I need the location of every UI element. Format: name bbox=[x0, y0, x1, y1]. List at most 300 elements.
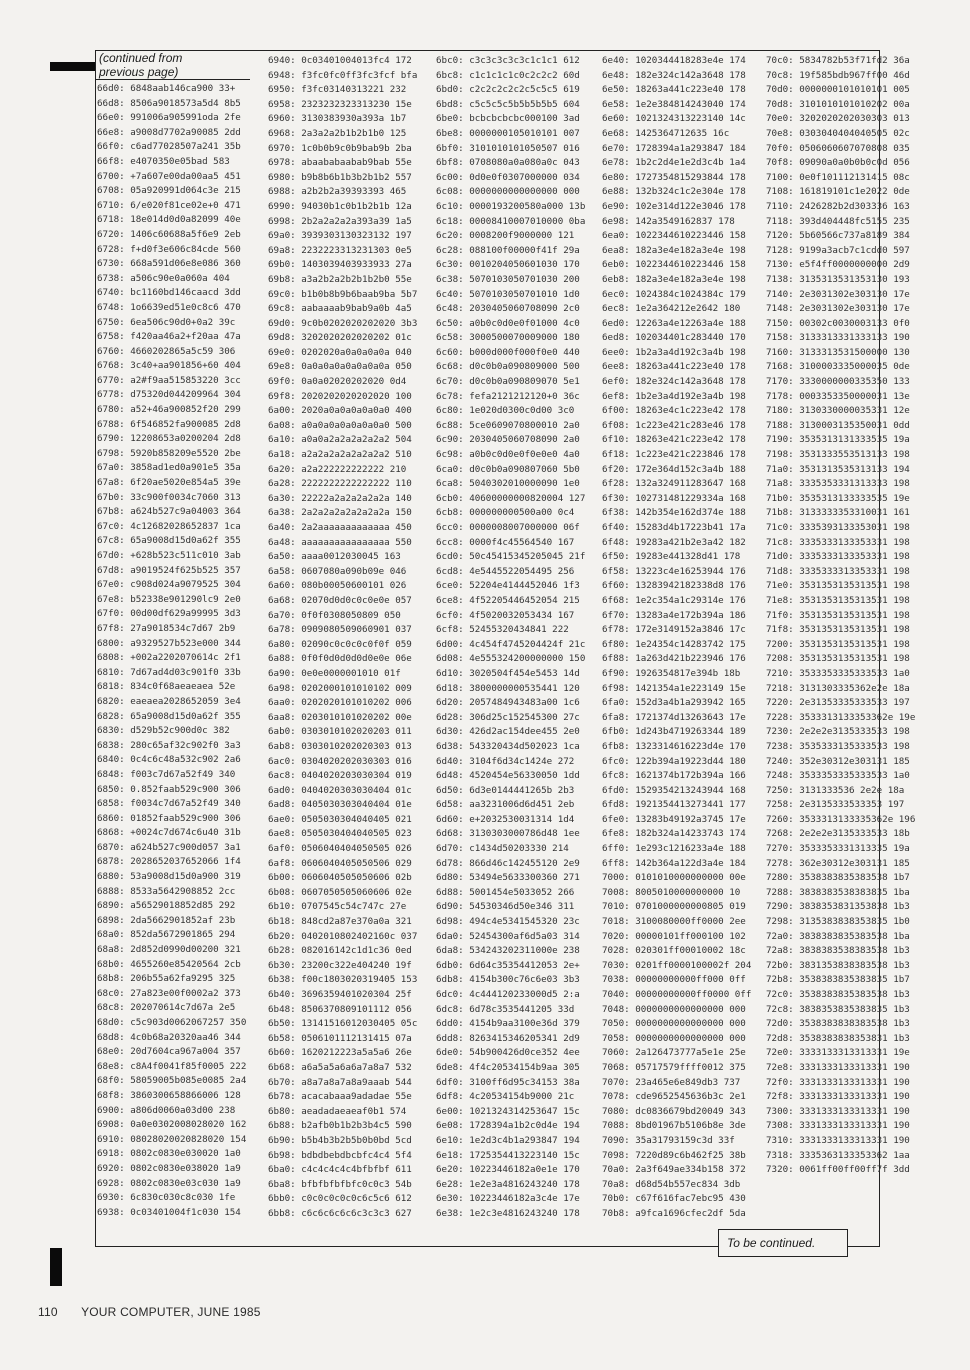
hex-line: 70c0: 5834782b53f71fd2 36a bbox=[766, 55, 910, 66]
hex-line: 6eb0: 1022344610223446 158 bbox=[602, 259, 746, 271]
hex-line: 6760: 4660202865a5c59 306 bbox=[97, 345, 236, 357]
hex-line: 6f50: 19283e441328d41 178 bbox=[602, 551, 741, 563]
hex-line: 7080: dc0836679bd20049 343 bbox=[602, 1105, 746, 1117]
hex-line: 6e08: 1728394a1b2c0d4e 194 bbox=[436, 1120, 580, 1132]
hex-line: 6e80: 1727354815293844 178 bbox=[602, 171, 746, 183]
hex-line: 6cb0: 40600000000820004 127 bbox=[436, 492, 586, 504]
hex-line: 66e0: 991006a905991oda 2fe bbox=[97, 112, 241, 124]
hex-line: 6a48: aaaaaaaaaaaaaaaa 550 bbox=[268, 536, 412, 548]
to-be-continued-box bbox=[718, 1229, 848, 1257]
hex-line: 6c78: fefa2121212120+0 36c bbox=[436, 390, 580, 402]
hex-line: 70c8: 19f585bdb967ff00 46d bbox=[766, 69, 910, 81]
hex-line: 6b80: aeadadaeaeaf0b1 574 bbox=[268, 1105, 407, 1117]
hex-line: 6780: a52+46a900852f20 299 bbox=[97, 404, 241, 416]
hex-line: 6b98: bdbdbebdbcbfc4c4 5f4 bbox=[268, 1149, 412, 1161]
hex-line: 68d0: c5c903d0062067257 350 bbox=[97, 1017, 247, 1028]
hex-line: 6778: d75320d044209964 304 bbox=[97, 389, 241, 401]
hex-line: 7220: 2e31353335333533 197 bbox=[766, 697, 910, 709]
hex-line: 6bc8: c1c1c1c1c0c2c2c2 60d bbox=[436, 69, 580, 81]
hex-line: 68b8: 206b55a62fa9295 325 bbox=[97, 973, 236, 985]
hex-line: 69a0: 3939303130323132 197 bbox=[268, 230, 412, 242]
hex-line: 6e38: 1e2c3e4816243240 178 bbox=[436, 1207, 580, 1219]
hex-line: 7088: 8bd01967b5106b8e 3de bbox=[602, 1120, 746, 1132]
hex-line: 6f70: 13283a4e172b394a 186 bbox=[602, 609, 746, 621]
publication-line: YOUR COMPUTER, JUNE 1985 bbox=[81, 1305, 261, 1319]
hex-line: 7010: 0701000000000805 019 bbox=[602, 901, 746, 913]
hex-line: 6ce0: 52204e4144452046 1f3 bbox=[436, 580, 580, 592]
hex-line: 7058: 0000000000000000 000 bbox=[602, 1032, 746, 1044]
hex-line: 6c10: 0000193200580a000 13b bbox=[436, 200, 586, 212]
hex-line: 6bf0: 3101010101050507 016 bbox=[436, 142, 580, 154]
hex-line: 7020: 00000101ff000100 102 bbox=[602, 930, 746, 942]
hex-line: 6d90: 54530346d50e346 311 bbox=[436, 901, 575, 913]
hex-line: 6a60: 080b00050600101 026 bbox=[268, 580, 407, 592]
hex-line: 6f40: 15283d4b17223b41 17a bbox=[602, 522, 746, 533]
hex-line: 7310: 3331333133313331 190 bbox=[766, 1134, 910, 1146]
hex-line: 6748: 1o6639ed51e0c8c6 470 bbox=[97, 301, 241, 313]
hex-line: 7000: 0101010000000000 00e bbox=[602, 872, 746, 884]
hex-line: 7268: 2e2e2e3135333533 18b bbox=[766, 828, 910, 840]
hex-line: 6c60: b000d000f000f0e0 440 bbox=[436, 346, 580, 358]
hex-line: 6d30: 426d2ac154dee455 2e0 bbox=[436, 726, 580, 738]
hex-line: 6fa0: 152d3a4b1a293942 165 bbox=[602, 697, 746, 709]
hex-line: 6be8: 0000000105010101 007 bbox=[436, 127, 580, 139]
decorative-side-bar bbox=[50, 1248, 62, 1286]
hex-line: 6738: a506c90e0a060a 404 bbox=[97, 272, 230, 284]
hex-line: 6ab0: 0303010102020203 011 bbox=[268, 726, 412, 738]
hex-line: 70e0: 3202020202030303 013 bbox=[766, 113, 910, 125]
hex-line: 6af0: 0506040404050505 026 bbox=[268, 843, 412, 855]
hex-line: 6808: +002a2202070614c 2f1 bbox=[97, 652, 241, 664]
hex-line: 6f80: 1e24354c14283742 175 bbox=[602, 638, 746, 650]
hex-line: 7240: 352e30312e303131 185 bbox=[766, 755, 910, 767]
hex-line: 6a68: 02070d0d0c0c0e0e 057 bbox=[268, 594, 412, 606]
hex-line: 6ae8: 0505030404040505 023 bbox=[268, 828, 412, 840]
hex-line: 6e90: 102e314d122e3046 178 bbox=[602, 200, 746, 212]
hex-line: 71c0: 3335393133353031 198 bbox=[766, 522, 910, 533]
hex-line: 7278: 362e30312e303131 185 bbox=[766, 857, 910, 869]
hex-line: 6700: +7a607e00da00aa5 451 bbox=[97, 170, 241, 182]
hex-line: 6bb0: c0c0c0c0c0c6c5c6 612 bbox=[268, 1193, 412, 1205]
hex-line: 6838: 280c65af32c902f0 3a3 bbox=[97, 739, 241, 751]
hex-line: 6890: a56529018852d85 292 bbox=[97, 900, 236, 912]
hex-line: 7218: 3131303335362e2e 18a bbox=[766, 682, 910, 694]
hex-line: 70a0: 2a3f649ae334b158 372 bbox=[602, 1164, 746, 1176]
hex-line: 6e98: 142a3549162837 178 bbox=[602, 215, 735, 227]
hex-line: 6a10: a0a0a2a2a2a2a2a2 504 bbox=[268, 434, 412, 446]
hex-line: 6958: 2323232323313230 15e bbox=[268, 98, 412, 110]
hex-line: 71d0: 3335333133353331 198 bbox=[766, 551, 910, 563]
hex-line: 7320: 0061ff00ff00ff7f 3dd bbox=[766, 1164, 910, 1176]
hex-line: 6d08: 4e555324200000000 150 bbox=[436, 653, 586, 665]
hex-line: 72a0: 3838383835383538 1ba bbox=[766, 930, 910, 942]
hex-line: 72d8: 3538383838353831 1b3 bbox=[766, 1032, 910, 1044]
hex-line: 7130: e5f4ff0000000000 2d9 bbox=[766, 259, 910, 271]
hex-line: 71f8: 3531353135313531 198 bbox=[766, 624, 910, 636]
hex-line: 6d80: 53494e5633300360 271 bbox=[436, 872, 580, 884]
hex-line: 6dd8: 8263415346205341 2d9 bbox=[436, 1032, 580, 1044]
hex-line: 7008: 8005010000000000 10 bbox=[602, 886, 741, 898]
hex-line: 67a8: 6f20ae5020e854a5 39e bbox=[97, 477, 241, 489]
hex-line: 6ea0: 1022344610223446 158 bbox=[602, 230, 746, 242]
hex-line: 66f0: c6ad77028507a241 35b bbox=[97, 141, 241, 153]
continued-note-rule bbox=[95, 79, 250, 80]
hex-line: 70b0: c67f616fac7ebc95 430 bbox=[602, 1193, 746, 1205]
hex-line: 6aa8: 0203010101020202 00e bbox=[268, 711, 412, 723]
hex-line: 6b48: 8506370809101112 056 bbox=[268, 1003, 412, 1015]
hex-line: 7318: 3335363133353362 1aa bbox=[766, 1149, 910, 1161]
hex-line: 6f90: 1926354817e394b 18b bbox=[602, 667, 741, 679]
hex-line: 6c80: 1e020d0300c0d00 3c0 bbox=[436, 405, 575, 417]
hex-line: 7108: 161819101c1e2022 0de bbox=[766, 186, 910, 198]
hex-line: 6970: 1c0b0b9c0b9bab9b 2ba bbox=[268, 142, 412, 154]
hex-line: 69c0: b1b0b8b9b6baab9ba 5b7 bbox=[268, 288, 418, 300]
hex-line: 7190: 3535313131333535 19a bbox=[766, 434, 910, 446]
hex-line: 6d68: 3130303000786d48 1ee bbox=[436, 828, 580, 840]
hex-line: 6850: 0.852faab529c900 306 bbox=[97, 783, 241, 795]
hex-line: 72e0: 3333133313313331 19e bbox=[766, 1047, 910, 1059]
hex-line: 7300: 3331333133313331 190 bbox=[766, 1105, 910, 1117]
hex-line: 6f60: 13283942182338d8 176 bbox=[602, 580, 746, 592]
hex-line: 6ba8: bfbfbfbfbfc0c0c3 54b bbox=[268, 1178, 412, 1190]
hex-line: 6fa8: 1721374d13263643 17e bbox=[602, 711, 746, 723]
hex-line: 7070: 23a465e6e849db3 737 bbox=[602, 1076, 741, 1088]
hex-line: 7120: 5b60566c737a8189 384 bbox=[766, 230, 910, 242]
hex-line: 6b10: 0707545c54c747c 27e bbox=[268, 901, 407, 913]
hex-line: 6bf8: 0708080a0a080a0c 043 bbox=[436, 157, 580, 169]
hex-line: 6ef0: 182e324c142a3648 178 bbox=[602, 376, 746, 388]
hex-line: 72c0: 3538383835383538 1b3 bbox=[766, 989, 910, 1000]
hex-line: 6e10: 1e2d3c4b1a293847 194 bbox=[436, 1134, 580, 1146]
hex-line: 6eb8: 182a3e4e182a3e4e 198 bbox=[602, 273, 746, 285]
hex-line: 6aa0: 0202020101010202 006 bbox=[268, 697, 412, 709]
hex-line: 6968: 2a3a2a2b1b2b1b0 125 bbox=[268, 127, 407, 139]
hex-line: 7308: 3331333133313331 190 bbox=[766, 1120, 910, 1132]
hex-line: 7078: cde9652545636b3c 2e1 bbox=[602, 1091, 746, 1103]
hex-line: 6e60: 1021324313223140 14c bbox=[602, 113, 746, 125]
hex-line: 7140: 2e3031302e303130 17e bbox=[766, 288, 910, 300]
hex-line: 7040: 00000000000ff0000 0ff bbox=[602, 989, 752, 1000]
hex-line: 7150: 00302c0030003133 0f0 bbox=[766, 317, 910, 329]
hex-line: 72d0: 3538383838383538 1b3 bbox=[766, 1018, 910, 1030]
hex-line: 6db0: 6d64c35354412053 2e+ bbox=[436, 959, 580, 971]
hex-line: 6c40: 5070103050701010 1d0 bbox=[436, 288, 580, 300]
hex-line: 69a8: 2232223313231303 0e5 bbox=[268, 244, 412, 256]
hex-line: 6d20: 2057484943483a00 1c6 bbox=[436, 697, 580, 709]
hex-line: 6b40: 3696359401020304 25f bbox=[268, 989, 412, 1000]
hex-line: 6900: a806d0060a03d00 238 bbox=[97, 1104, 236, 1116]
hex-line: 7230: 2e2e2e3135333533 198 bbox=[766, 726, 910, 738]
hex-line: 6a50: aaaa0012030045 163 bbox=[268, 551, 401, 563]
hex-line: 6e68: 1425364712635 16c bbox=[602, 127, 730, 139]
hex-line: 6b28: 082016142c1d1c36 0ed bbox=[268, 945, 412, 957]
hex-line: 69e0: 0202020a0a0a0a0a 040 bbox=[268, 346, 412, 358]
hex-line: 67a0: 3858ad1ed0a901e5 35a bbox=[97, 462, 241, 474]
hex-line: 6cd8: 4e5445522054495 256 bbox=[436, 565, 575, 577]
to-be-continued-text: To be continued. bbox=[727, 1236, 816, 1250]
hex-line: 7110: 2426282b2d303336 163 bbox=[766, 200, 910, 212]
hex-line: 71b0: 3535313133333535 19e bbox=[766, 492, 910, 504]
hex-line: 6e78: 1b2c2d4e1e2d3c4b 1a4 bbox=[602, 157, 746, 169]
hex-line: 69d0: 9c0b0202020202020 3b3 bbox=[268, 317, 418, 329]
hex-line: 6940: 0c03401004013fc4 172 bbox=[268, 55, 412, 66]
hex-line: 6860: 01852faab529c900 306 bbox=[97, 812, 241, 824]
hex-line: 72b8: 3538383835383835 1b7 bbox=[766, 974, 910, 986]
hex-line: 6888: 8533a5642908852 2cc bbox=[97, 885, 236, 897]
hex-line: 7170: 3330000000335350 133 bbox=[766, 376, 910, 388]
hex-line: 6ce8: 4f52205446452054 215 bbox=[436, 594, 580, 606]
hex-line: 70f0: 0506060607070808 035 bbox=[766, 142, 910, 154]
hex-line: 7128: 9199a3acb7c1cdd0 597 bbox=[766, 244, 910, 256]
hex-line: 6f48: 19283a421b2e3a42 182 bbox=[602, 536, 746, 548]
hex-line: 7038: 00000000000ff000 0ff bbox=[602, 974, 746, 986]
hex-line: 6fb8: 1323314616223d4e 170 bbox=[602, 740, 746, 752]
page-number: 110 bbox=[38, 1305, 58, 1319]
hex-line: 67d0: +628b523c511c010 3ab bbox=[97, 550, 241, 561]
hex-line: 7050: 0000000000000000 000 bbox=[602, 1018, 746, 1030]
hex-column-1 bbox=[97, 82, 246, 1220]
hex-line: 68d8: 4c0b68a20320aa46 344 bbox=[97, 1031, 241, 1043]
hex-line: 6bb8: c6c6c6c6c6c3c3c3 627 bbox=[268, 1207, 412, 1219]
hex-line: 6b58: 0506101112131415 07a bbox=[268, 1032, 412, 1044]
hex-line: 7290: 3838353831353838 1b3 bbox=[766, 901, 910, 913]
hex-line: 7270: 3533353331313335 19a bbox=[766, 843, 910, 855]
hex-line: 72b0: 3831353838383538 1b3 bbox=[766, 959, 910, 971]
hex-line: 6720: 1406c60688a5f6e9 2eb bbox=[97, 228, 241, 240]
hex-line: 6f78: 172e3149152a3846 17c bbox=[602, 624, 746, 636]
hex-line: 72c8: 3838353835383835 1b3 bbox=[766, 1003, 910, 1015]
hex-line: 6e40: 1020344418283e4e 174 bbox=[602, 55, 746, 66]
hex-line: 6ca0: d0c0b0a090807060 5b0 bbox=[436, 463, 580, 475]
hex-line: 7060: 2a126473777a5e1e 25e bbox=[602, 1047, 746, 1059]
hex-line: 6ca8: 5040302010000090 1e0 bbox=[436, 478, 580, 490]
hex-line: 72f0: 3331333133313331 190 bbox=[766, 1076, 910, 1088]
hex-line: 6a58: 0607080a090b09e 046 bbox=[268, 565, 407, 577]
hex-line: 6880: 53a9008d15d0a900 319 bbox=[97, 871, 241, 883]
hex-line: 6fd0: 1529354213243944 168 bbox=[602, 784, 746, 796]
hex-line: 6af8: 0606040405050506 029 bbox=[268, 857, 412, 869]
continued-from-note bbox=[95, 50, 250, 80]
hex-line: 7090: 35a31793159c3d 33f bbox=[602, 1134, 735, 1146]
hex-line: 6768: 3c40+aa901856+60 404 bbox=[97, 360, 241, 372]
hex-line: 6c88: 5ce0609070800010 2a0 bbox=[436, 419, 580, 431]
hex-line: 6960: 3130383930a393a 1b7 bbox=[268, 113, 407, 125]
hex-line: 6a28: 2222222222222222 110 bbox=[268, 478, 412, 490]
hex-line: 6d48: 4520454e56330050 1dd bbox=[436, 770, 580, 782]
hex-line: 67c0: 4c12682028652837 1ca bbox=[97, 520, 241, 532]
hex-line: 6d28: 306d25c152545300 27c bbox=[436, 711, 580, 723]
hex-line: 6770: a2#f9aa515853220 3cc bbox=[97, 374, 241, 386]
hex-line: 6a80: 02090c0c0c0c0f0f 059 bbox=[268, 638, 412, 650]
hex-line: 68f8: 3860300658866006 128 bbox=[97, 1089, 241, 1101]
hex-line: 6e70: 1728394a1a293847 184 bbox=[602, 142, 746, 154]
hex-line: 6f18: 1c223e421c223846 178 bbox=[602, 449, 746, 461]
hex-line: 6a30: 22222a2a2a2a2a2a 140 bbox=[268, 492, 412, 504]
hex-line: 6fe0: 13283b49192a3745 17e bbox=[602, 813, 746, 825]
hex-line: 69d8: 3202020202020202 01c bbox=[268, 332, 412, 344]
hex-line: 6a38: 2a2a2a2a2a2a2a2a 150 bbox=[268, 507, 412, 519]
hex-line: 70e8: 0303040404040505 02c bbox=[766, 127, 910, 139]
hex-line: 66d0: 6848aab146ca900 33+ bbox=[97, 83, 236, 94]
hex-line: 67b8: a624b527c9a04003 364 bbox=[97, 506, 241, 518]
hex-line: 7238: 3535333135333533 198 bbox=[766, 740, 910, 752]
hex-line: 6df0: 3100ff6d95c34153 38a bbox=[436, 1076, 580, 1088]
hex-line: 71b8: 3133333353310031 161 bbox=[766, 507, 910, 519]
hex-line: 6de0: 54b900426d0ce352 4ee bbox=[436, 1047, 580, 1059]
hex-line: 6980: b9b8b6b1b3b2b1b2 557 bbox=[268, 171, 412, 183]
hex-line: 6ef8: 1b2e3a4d192e3a4b 198 bbox=[602, 390, 746, 402]
hex-line: 7118: 393d404448fc5155 235 bbox=[766, 215, 910, 227]
hex-line: 6c20: 0008200f9000000 121 bbox=[436, 230, 575, 242]
hex-line: 7160: 3133313531500000 130 bbox=[766, 346, 910, 358]
hex-line: 69e8: 0a0a0a0a0a0a0a0a 050 bbox=[268, 361, 412, 373]
hex-line: 6790: 12208653a0200204 2d8 bbox=[97, 433, 241, 445]
hex-line: 6df8: 4c20534154b9000 21c bbox=[436, 1091, 575, 1103]
hex-line: 67b0: 33c900f0034c7060 313 bbox=[97, 491, 241, 503]
hex-line: 67f0: 00d00df629a99995 3d3 bbox=[97, 608, 241, 620]
hex-line: 6ab8: 0303010202020303 013 bbox=[268, 740, 412, 752]
hex-line: 6788: 6f546852fa900085 2d8 bbox=[97, 418, 241, 430]
hex-line: 6ad0: 0404020303030404 01c bbox=[268, 784, 412, 796]
hex-line: 6c50: a0b0c0d0e0f01000 4c0 bbox=[436, 317, 580, 329]
hex-line: 6d70: c1434d50203330 214 bbox=[436, 843, 569, 855]
hex-line: 6cb8: 000000000500a00 0c4 bbox=[436, 507, 575, 519]
hex-line: 6fc0: 122b394a19223d44 180 bbox=[602, 755, 746, 767]
continued-from-text: (continued from previous page) bbox=[99, 51, 183, 79]
hex-line: 6cc8: 0000f4c45564540 167 bbox=[436, 536, 575, 548]
hex-line: 6bc0: c3c3c3c3c3c1c1c1 612 bbox=[436, 55, 580, 66]
hex-line: 6848: f003c7d67a52f49 340 bbox=[97, 768, 236, 780]
hex-line: 6d18: 3800000000535441 120 bbox=[436, 682, 580, 694]
hex-line: 6e50: 18263a441c223e40 178 bbox=[602, 84, 746, 96]
hex-line: 69f0: 0a0a02020202020 0d4 bbox=[268, 376, 407, 388]
hex-line: 6ff8: 142b364a122d3a4e 184 bbox=[602, 857, 746, 869]
hex-line: 7068: 05717579ffff0012 375 bbox=[602, 1061, 746, 1073]
hex-line: 6fd8: 1921354413273441 177 bbox=[602, 799, 746, 811]
hex-line: 7188: 3130003135350031 0dd bbox=[766, 419, 910, 431]
hex-line: 6c90: 2030405060708090 2a0 bbox=[436, 434, 580, 446]
hex-line: 6ea8: 182a3e4e182a3e4e 198 bbox=[602, 244, 746, 256]
hex-line: 7258: 2e3135333533353 197 bbox=[766, 799, 905, 811]
hex-line: 6730: 668a591d06e8e086 360 bbox=[97, 258, 241, 270]
hex-line: 6c08: 0000000000000000 000 bbox=[436, 186, 580, 198]
hex-line: 70f8: 09090a0a0b0b0c0d 056 bbox=[766, 157, 910, 169]
hex-line: 68a8: 2d852d0990d00200 321 bbox=[97, 944, 241, 956]
hex-line: 6818: 834c0f68aeaeaea 52e bbox=[97, 681, 236, 693]
hex-line: 6a98: 0202000101010102 009 bbox=[268, 682, 412, 694]
hex-line: 67d8: a9019524f625b525 357 bbox=[97, 564, 241, 576]
hex-line: 70b8: a9fca1696cfec2df 5da bbox=[602, 1207, 746, 1219]
hex-line: 6870: a624b527c900d057 3a1 bbox=[97, 841, 241, 853]
hex-line: 6a90: 0e0e0000001010 01f bbox=[268, 667, 401, 679]
hex-line: 6918: 0802c0830e030020 1a0 bbox=[97, 1148, 241, 1160]
hex-line: 67f8: 27a9018534c7d67 2b9 bbox=[97, 622, 236, 634]
hex-line: 6c48: 2030405060708090 2c0 bbox=[436, 303, 580, 315]
hex-line: 6a18: a2a2a2a2a2a2a2a2 510 bbox=[268, 449, 412, 461]
hex-line: 6de8: 4f4c20534154b9aa 305 bbox=[436, 1061, 580, 1073]
hex-line: 6a70: 0f0f0308050809 050 bbox=[268, 609, 401, 621]
hex-line: 6f20: 172e364d152c3a4b 188 bbox=[602, 463, 746, 475]
hex-line: 6f38: 142b354e162d374e 188 bbox=[602, 507, 746, 519]
hex-line: 6c18: 00008410007010000 0ba bbox=[436, 215, 586, 227]
hex-line: 6728: f+d0f3e606c84cde 560 bbox=[97, 243, 241, 255]
hex-line: 6d78: 866d46c142455120 2e9 bbox=[436, 857, 580, 869]
hex-line: 6ee0: 1b2a3a4d192c3a4b 198 bbox=[602, 346, 746, 358]
hex-line: 6cf0: 4f5020032053434 167 bbox=[436, 609, 575, 621]
hex-line: 6b90: b5b4b3b2b5b0b0bd 5cd bbox=[268, 1134, 412, 1146]
hex-line: 7018: 3100080000ff0000 2ee bbox=[602, 916, 746, 928]
hex-line: 6da0: 52454300af6d5a03 314 bbox=[436, 930, 580, 942]
hex-line: 71e0: 3531353135313531 198 bbox=[766, 580, 910, 592]
hex-line: 68b0: 4655260e85420564 2cb bbox=[97, 958, 241, 970]
hex-line: 70d8: 3101010101010202 00a bbox=[766, 98, 910, 110]
hex-line: 7248: 3533353335333533 1a0 bbox=[766, 770, 910, 782]
hex-line: 6718: 18e014d0d0a82099 40e bbox=[97, 214, 241, 226]
hex-line: 6b60: 1620212223a5a5a6 26e bbox=[268, 1047, 412, 1059]
hex-line: 6f08: 1c223e421c283e46 178 bbox=[602, 419, 746, 431]
hex-line: 6820: eaeaea2028652059 3e4 bbox=[97, 695, 241, 707]
hex-line: 6ed8: 102034401c283440 170 bbox=[602, 332, 746, 344]
hex-line: 7098: 7220d89c6b462f25 38b bbox=[602, 1149, 746, 1161]
hex-column-4 bbox=[602, 54, 751, 1222]
hex-line: 6898: 2da5662901852af 23b bbox=[97, 914, 236, 926]
hex-line: 6d50: 6d3e0144441265b 2b3 bbox=[436, 784, 575, 796]
hex-line: 7198: 3531333553513133 198 bbox=[766, 449, 910, 461]
hex-line: 6b20: 0402010802402160c 037 bbox=[268, 930, 418, 942]
hex-line: 6948: f3fc0fc0ff3fc3fcf bfa bbox=[268, 69, 418, 81]
hex-line: 6e30: 10223446182a3c4e 17e bbox=[436, 1193, 580, 1205]
hex-line: 7138: 3135313531353130 193 bbox=[766, 273, 910, 285]
hex-line: 6a08: a0a0a0a0a0a0a0a0 500 bbox=[268, 419, 412, 431]
hex-line: 6da8: 534243202311000e 238 bbox=[436, 945, 580, 957]
hex-line: 6b50: 13141516012030405 05c bbox=[268, 1018, 418, 1030]
hex-line: 7210: 3533353335333533 1a0 bbox=[766, 667, 910, 679]
hex-line: 6c28: 088100f00000f41f 29a bbox=[436, 244, 580, 256]
hex-line: 6b78: acacabaaa9adadae 55e bbox=[268, 1091, 412, 1103]
hex-line: 6708: 05a920991d064c3e 215 bbox=[97, 185, 241, 197]
hex-line: 68c0: 27a823e00f0002a2 373 bbox=[97, 987, 241, 999]
hex-line: 6990: 94030b1c0b1b2b1b 12a bbox=[268, 200, 412, 212]
hex-line: 6e18: 1725354413223140 15c bbox=[436, 1149, 580, 1161]
hex-line: 6908: 0a0e0302008028020 162 bbox=[97, 1119, 247, 1131]
hex-line: 6950: f3fc03140313221 232 bbox=[268, 84, 407, 96]
hex-line: 6e00: 1021324314253647 15c bbox=[436, 1105, 580, 1117]
decorative-black-bar bbox=[50, 62, 95, 71]
hex-line: 6cd0: 50c45415345205045 21f bbox=[436, 551, 586, 563]
hex-line: 68e0: 20d7604ca967a004 357 bbox=[97, 1046, 241, 1058]
hex-line: 6a40: 2a2aaaaaaaaaaaaa 450 bbox=[268, 522, 412, 533]
hex-line: 6b88: b2afb0b1b2b3b4c5 590 bbox=[268, 1120, 412, 1132]
hex-line: 7030: 0201ff0000100002f 204 bbox=[602, 959, 752, 971]
hex-line: 71c8: 3335333133353331 198 bbox=[766, 536, 910, 548]
hex-line: 6ec8: 1e2a364212e2642 180 bbox=[602, 303, 741, 315]
hex-line: 6f58: 13223c4e16253944 176 bbox=[602, 565, 746, 577]
hex-line: 7180: 3130330000035331 12e bbox=[766, 405, 910, 417]
hex-line: 6998: 2b2a2a2a2a393a39 1a5 bbox=[268, 215, 412, 227]
hex-line: 6d40: 3104f6d34c1424e 272 bbox=[436, 755, 575, 767]
hex-line: 6c98: a0b0c0d0e0f0e0e0 4a0 bbox=[436, 449, 580, 461]
hex-line: 6b68: a6a5a5a6a6a7a8a7 532 bbox=[268, 1061, 412, 1073]
hex-line: 67e8: b52338e901290lc9 2e0 bbox=[97, 593, 241, 605]
hex-line: 68c8: 202070614c7d67a 2e5 bbox=[97, 1002, 236, 1014]
hex-line: 6dc8: 6d78c3535441205 33d bbox=[436, 1003, 575, 1015]
hex-line: 6f00: 18263e4c1c223e42 178 bbox=[602, 405, 746, 417]
hex-line: 7228: 3533313133353362e 19e bbox=[766, 711, 916, 723]
hex-line: 70a8: d68d54b557ec834 3db bbox=[602, 1178, 741, 1190]
hex-line: 6750: 6ea506c90d0+0a2 39c bbox=[97, 316, 236, 328]
hex-line: 68e8: c8A4f0041f85f0005 222 bbox=[97, 1060, 247, 1072]
hex-line: 6b70: a8a7a8a7a8a9aaab 544 bbox=[268, 1076, 412, 1088]
